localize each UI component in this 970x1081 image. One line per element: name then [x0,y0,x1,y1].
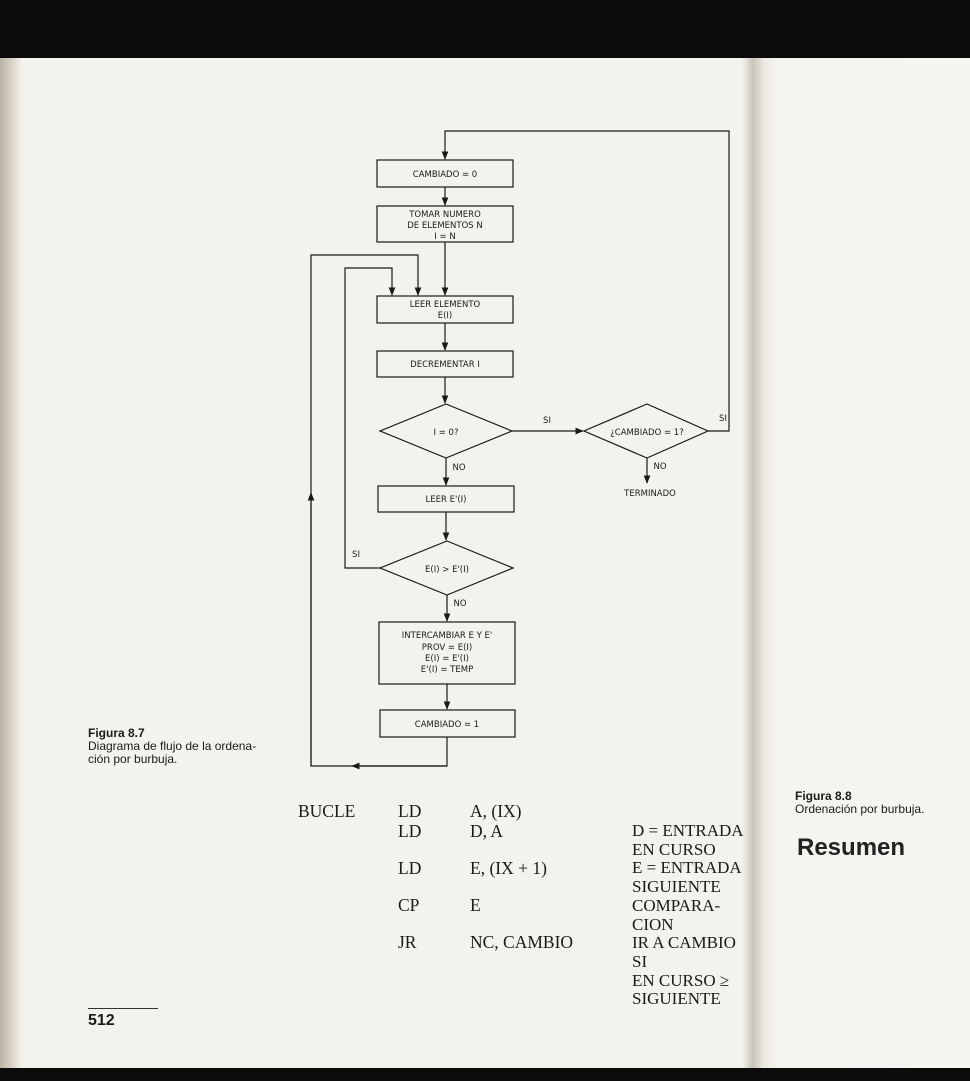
page-number-rule [88,1008,158,1009]
code-op-2: LD [398,821,422,841]
comment-1: D = ENTRADA [632,821,744,840]
section-heading: Resumen [797,834,906,861]
box-decrementar-text: DECREMENTAR I [410,360,480,370]
box-leer-elemento-text-2: E(I) [437,311,453,321]
comment-6: CION [632,914,674,934]
comment-3: E = ENTRADA [632,858,742,878]
comment-7: IR A CAMBIO SI [632,933,736,971]
code-comments [632,822,752,1009]
box-tomar-numero-text-3: I = N [434,232,456,242]
box-intercambiar-text-1: INTERCAMBIAR E Y E' [401,631,493,641]
box-leer-e-prima-text: LEER E'(I) [425,495,467,505]
box-intercambiar-text-3: E(I) = E'(I) [425,654,469,664]
figure-caption-right [795,790,924,816]
box-intercambiar-text-4: E'(I) = TEMP [420,665,474,675]
label-no-1: NO [452,463,466,473]
code-arg-5: NC, CAMBIO [470,932,574,952]
figure-label-left: Figura 8.7 [88,726,145,740]
label-terminado: TERMINADO [624,489,676,499]
code-label: BUCLE [298,801,356,821]
decision-i-igual-cero-text: I = 0? [433,428,459,438]
code-arg-1: A, (IX) [470,801,522,821]
label-si-1: SI [543,416,551,426]
label-no-2: NO [653,462,667,472]
figure-label-right: Figura 8.8 [795,789,852,803]
figure-caption-right-text: Ordenación por burbuja. [795,802,925,816]
box-cambiado-0-text: CAMBIADO = 0 [412,170,478,180]
code-op-1: LD [398,801,422,821]
decision-comparar-text: E(I) > E'(I) [425,565,469,575]
code-arg-2: D, A [470,821,504,841]
comment-2: EN CURSO [632,839,716,859]
code-op-5: JR [398,932,417,952]
decision-cambiado-igual-uno-text: ¿CAMBIADO = 1? [610,428,684,438]
box-tomar-numero-text-2: DE ELEMENTOS N [407,221,483,231]
figure-caption-line-2: ción por burbuja. [88,752,178,766]
code-op-4: CP [398,895,420,915]
box-tomar-numero-text-1: TOMAR NUMERO [409,210,481,220]
label-si-2: SI [719,414,727,424]
code-arg-3: E, (IX + 1) [470,858,547,878]
box-cambiado-1-text: CAMBIADO = 1 [414,720,480,730]
comment-5: COMPARA- [632,895,721,915]
comment-4: SIGUIENTE [632,877,721,897]
comment-8: EN CURSO ≥ [632,970,730,990]
figure-caption-line-1: Diagrama de flujo de la ordena- [88,739,257,753]
code-op-3: LD [398,858,422,878]
code-arg-4: E [470,895,481,915]
page-number: 512 [88,1012,115,1029]
figure-caption-left [88,727,256,766]
label-no-3: NO [453,599,467,609]
box-intercambiar-text-2: PROV = E(I) [421,643,473,653]
comment-9: SIGUIENTE [632,989,721,1009]
label-si-3: SI [352,550,360,560]
box-leer-elemento-text-1: LEER ELEMENTO [409,300,481,310]
